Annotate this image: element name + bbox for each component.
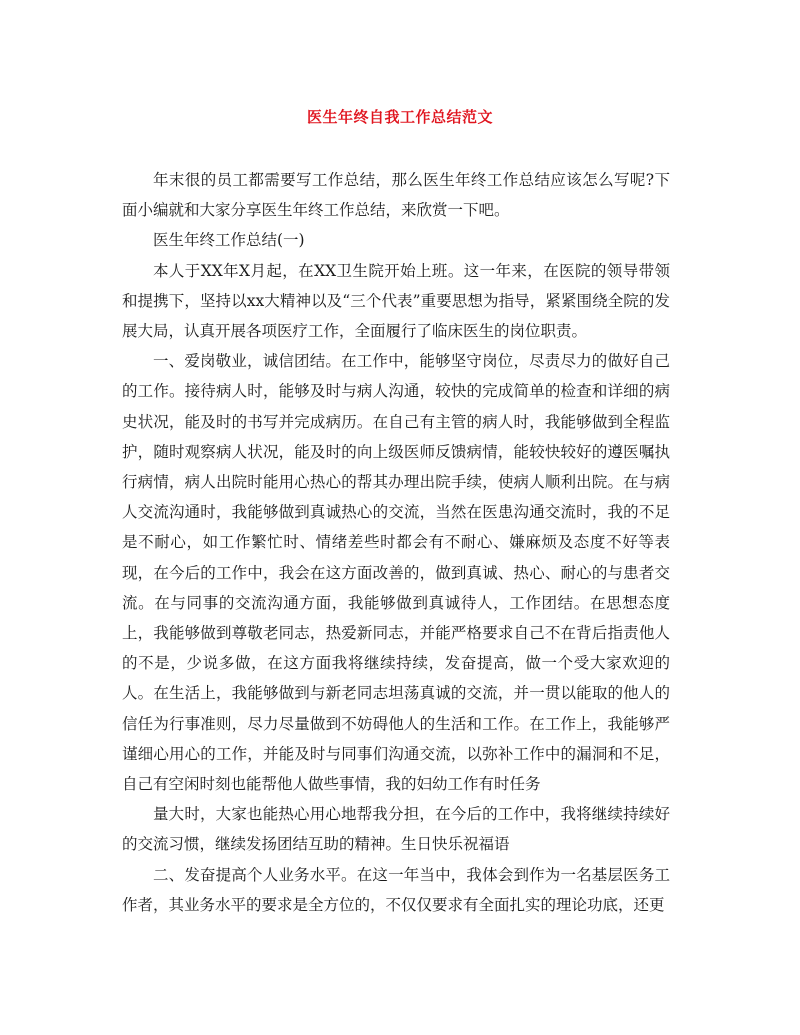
document-body	[122, 165, 670, 920]
section-heading: 医生年终工作总结(一)	[153, 231, 305, 250]
document-title: 医生年终自我工作总结范文	[306, 108, 493, 126]
intro-paragraph: 年末很的员工都需要写工作总结，那么医生年终工作总结应该怎么写呢?下面小编就和大家分享医生年终工作总结，来欣赏一下吧。	[122, 171, 670, 220]
body-paragraph: 本人于XX年X月起，在XX卫生院开始上班。这一年来，在医院的领导带领和提携下，坚持以xx大精神以及“三个代表”重要思想为指导，紧紧围绕全院的发展大局，认真开展各项医疗工作，全面履行了临床医生的岗位职责。	[122, 261, 670, 341]
body-paragraph: 一、爱岗敬业，诚信团结。在工作中，能够坚守岗位，尽责尽力的做好自己的工作。接待病人时，能够及时与病人沟通，较快的完成简单的检查和详细的病史状况，能及时的书写并完成病历。在自己有主管的病人时，我能够做到全程监护，随时观察病人状况，能及时的向上级医师反馈病情，能较快较好的遵医嘱执行病情，病人出院时能用心热心的帮其办理出院手续，使病人顺利出院。在与病人交流沟通时，我能够做到真诚热心的交流，当然在医患沟通交流时，我的不足是不耐心，如工作繁忙时、情绪差些时都会有不耐心、嫌麻烦及态度不好等表现，在今后的工作中，我会在这方面改善的，做到真诚、热心、耐心的与患者交流。在与同事的交流沟通方面，我能够做到真诚待人，工作团结。在思想态度上，我能够做到尊敬老同志，热爱新同志，并能严格要求自己不在背后指责他人的不是，少说多做，在这方面我将继续持续，发奋提高，做一个受大家欢迎的人。在生活上，我能够做到与新老同志坦荡真诚的交流，并一贯以能取的他人的信任为行事准则，尽力尽量做到不妨碍他人的生活和工作。在工作上，我能够严谨细心用心的工作，并能及时与同事们沟通交流，以弥补工作中的漏洞和不足，自己有空闲时刻也能帮他人做些事情，我的妇幼工作有时任务	[122, 352, 670, 794]
body-paragraph: 二、发奋提高个人业务水平。在这一年当中，我体会到作为一名基层医务工作者，其业务水平的要求是全方位的，不仅仅要求有全面扎实的理论功底，还更	[122, 865, 670, 914]
body-paragraph: 量大时，大家也能热心用心地帮我分担，在今后的工作中，我将继续持续好的交流习惯，继续发扬团结互助的精神。生日快乐祝福语	[122, 805, 670, 854]
